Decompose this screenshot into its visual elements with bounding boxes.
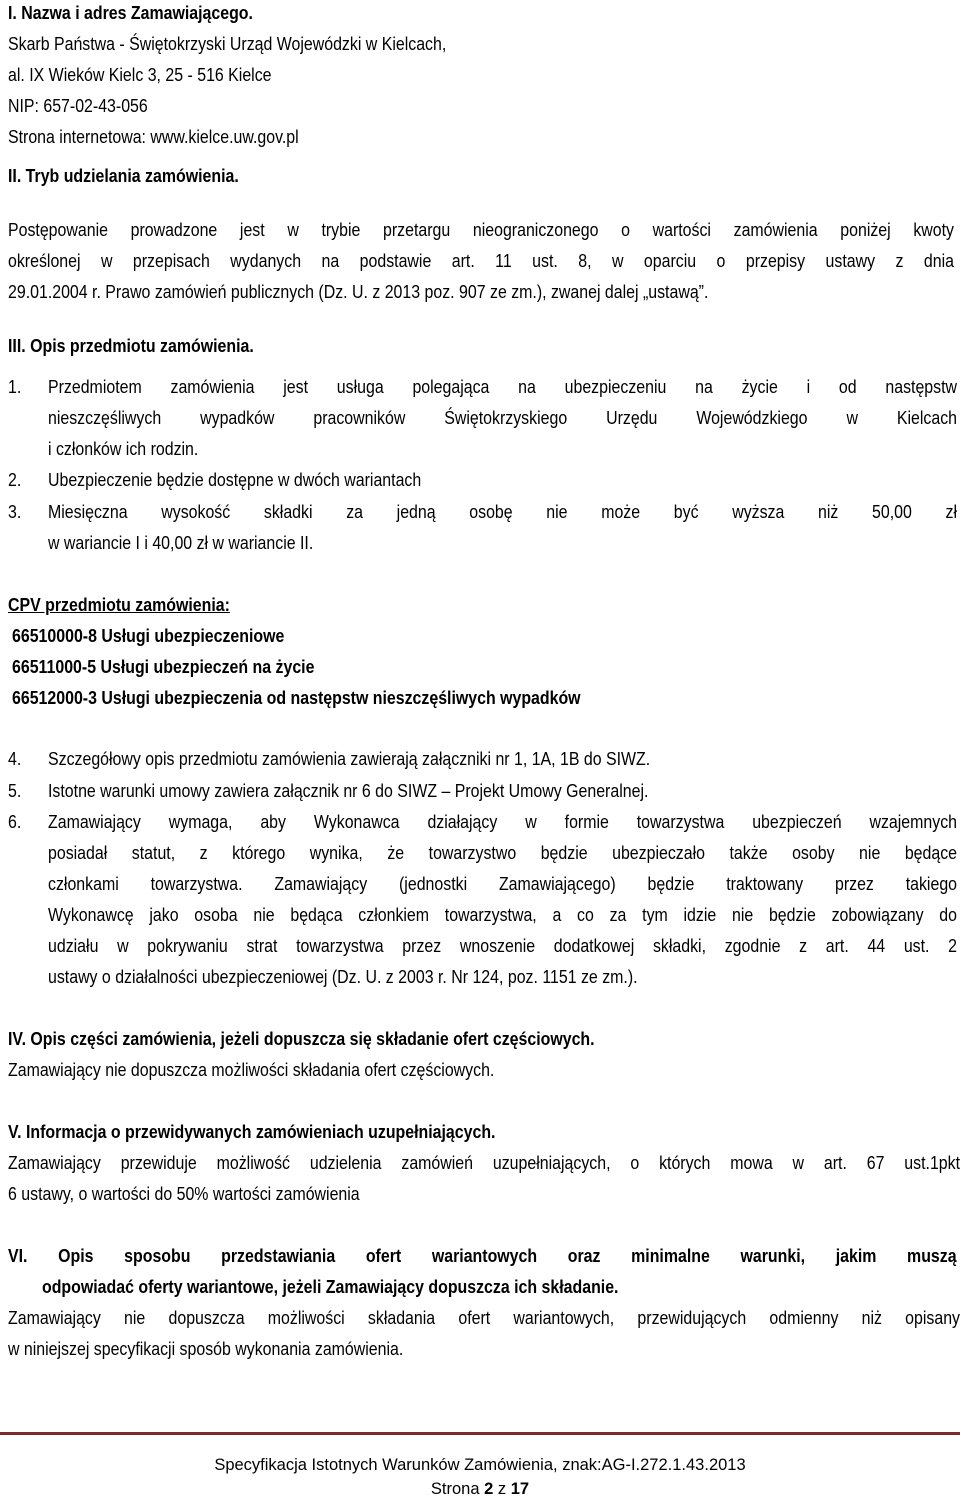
- section-2-heading: II. Tryb udzielania zamówienia.: [8, 165, 239, 186]
- paragraph-line: 29.01.2004 r. Prawo zamówień publicznych (Dz. U. z 2013 poz. 907 ze zm.), zwanej dalej „ustawą”.: [8, 281, 709, 302]
- item-line: w wariancie I i 40,00 zł w wariancie II.: [48, 532, 314, 553]
- paragraph-line: określonej w przepisach wydanych na podstawie art. 11 ust. 8, w oparciu o przepisy ustawy z dnia: [8, 250, 954, 271]
- item-line: Szczegółowy opis przedmiotu zamówienia zawierają załączniki nr 1, 1A, 1B do SIWZ.: [48, 748, 651, 769]
- item-number: 5.: [8, 780, 22, 801]
- paragraph-line: w niniejszej specyfikacji sposób wykonania zamówienia.: [8, 1338, 404, 1359]
- section-1-heading: I. Nazwa i adres Zamawiającego.: [8, 2, 253, 23]
- item-number: 2.: [8, 469, 22, 490]
- section-4-heading: IV. Opis części zamówienia, jeżeli dopuszcza się składanie ofert częściowych.: [8, 1028, 595, 1049]
- item-number: 3.: [8, 501, 22, 522]
- item-line: nieszczęśliwych wypadków pracowników Świętokrzyskiego Urzędu Wojewódzkiego w Kielcach: [48, 407, 958, 428]
- item-line: i członków ich rodzin.: [48, 438, 199, 459]
- page-mid: z: [497, 1480, 507, 1498]
- section-6-heading-cont: odpowiadać oferty wariantowe, jeżeli Zamawiający dopuszcza ich składanie.: [42, 1276, 619, 1297]
- item-line: Ubezpieczenie będzie dostępne w dwóch wariantach: [48, 469, 422, 490]
- paragraph-line: Zamawiający nie dopuszcza możliwości składania ofert wariantowych, przewidujących odmienny niż opisany: [8, 1307, 960, 1328]
- section-5-heading: V. Informacja o przewidywanych zamówieniach uzupełniających.: [8, 1121, 496, 1142]
- address-line: Skarb Państwa - Świętokrzyski Urząd Wojewódzki w Kielcach,: [8, 33, 447, 54]
- item-line: Zamawiający wymaga, aby Wykonawca działający w formie towarzystwa ubezpieczeń wzajemnych: [48, 811, 958, 832]
- section-3-heading: III. Opis przedmiotu zamówienia.: [8, 335, 254, 356]
- cpv-code: 66511000-5 Usługi ubezpieczeń na życie: [12, 656, 315, 677]
- paragraph-line: Zamawiający przewiduje możliwość udzielenia zamówień uzupełniających, o których mowa w art. 67 ust.1pkt: [8, 1152, 960, 1173]
- paragraph-line: 6 ustawy, o wartości do 50% wartości zamówienia: [8, 1183, 360, 1204]
- footer-page-number: [0, 1478, 960, 1500]
- item-line: ustawy o działalności ubezpieczeniowej (Dz. U. z 2003 r. Nr 124, poz. 1151 ze zm.).: [48, 966, 638, 987]
- cpv-code: 66512000-3 Usługi ubezpieczenia od następstw nieszczęśliwych wypadków: [12, 687, 581, 708]
- page-total: 17: [510, 1480, 530, 1498]
- item-line: posiadał statut, z którego wynika, że towarzystwo będzie ubezpieczało także osoby nie będące: [48, 842, 958, 863]
- paragraph-line: Zamawiający nie dopuszcza możliwości składania ofert częściowych.: [8, 1059, 495, 1080]
- cpv-code: 66510000-8 Usługi ubezpieczeniowe: [12, 625, 285, 646]
- address-line: al. IX Wieków Kielc 3, 25 - 516 Kielce: [8, 64, 272, 85]
- item-line: Miesięczna wysokość składki za jedną osobę nie może być wyższa niż 50,00 zł: [48, 501, 958, 522]
- section-6-heading: VI. Opis sposobu przedstawiania ofert wariantowych oraz minimalne warunki, jakim muszą: [8, 1245, 957, 1266]
- item-line: Istotne warunki umowy zawiera załącznik nr 6 do SIWZ – Projekt Umowy Generalnej.: [48, 780, 649, 801]
- website-line: Strona internetowa: www.kielce.uw.gov.pl: [8, 126, 299, 147]
- item-number: 4.: [8, 748, 22, 769]
- item-line: członkami towarzystwa. Zamawiający (jednostki Zamawiającego) będzie traktowany przez takiego: [48, 873, 958, 894]
- item-number: 1.: [8, 376, 22, 397]
- page-prefix: Strona: [430, 1480, 480, 1498]
- item-line: Wykonawcę jako osoba nie będąca członkiem towarzystwa, a co za tym idzie nie będzie zobowiązany do: [48, 904, 958, 925]
- footer-doc-title: Specyfikacja Istotnych Warunków Zamówienia, znak:AG-I.272.1.43.2013: [214, 1456, 746, 1474]
- page-current: 2: [484, 1480, 494, 1498]
- footer-rule: [0, 1432, 960, 1435]
- item-number: 6.: [8, 811, 22, 832]
- cpv-title: CPV przedmiotu zamówienia:: [8, 594, 230, 615]
- item-line: udziału w pokrywaniu strat towarzystwa przez wnoszenie dodatkowej składki, zgodnie z art. 44 ust. 2: [48, 935, 958, 956]
- paragraph-line: Postępowanie prowadzone jest w trybie przetargu nieograniczonego o wartości zamówienia poniżej kwoty: [8, 219, 954, 240]
- nip-line: NIP: 657-02-43-056: [8, 95, 148, 116]
- item-line: Przedmiotem zamówienia jest usługa polegająca na ubezpieczeniu na życie i od następstw: [48, 376, 958, 397]
